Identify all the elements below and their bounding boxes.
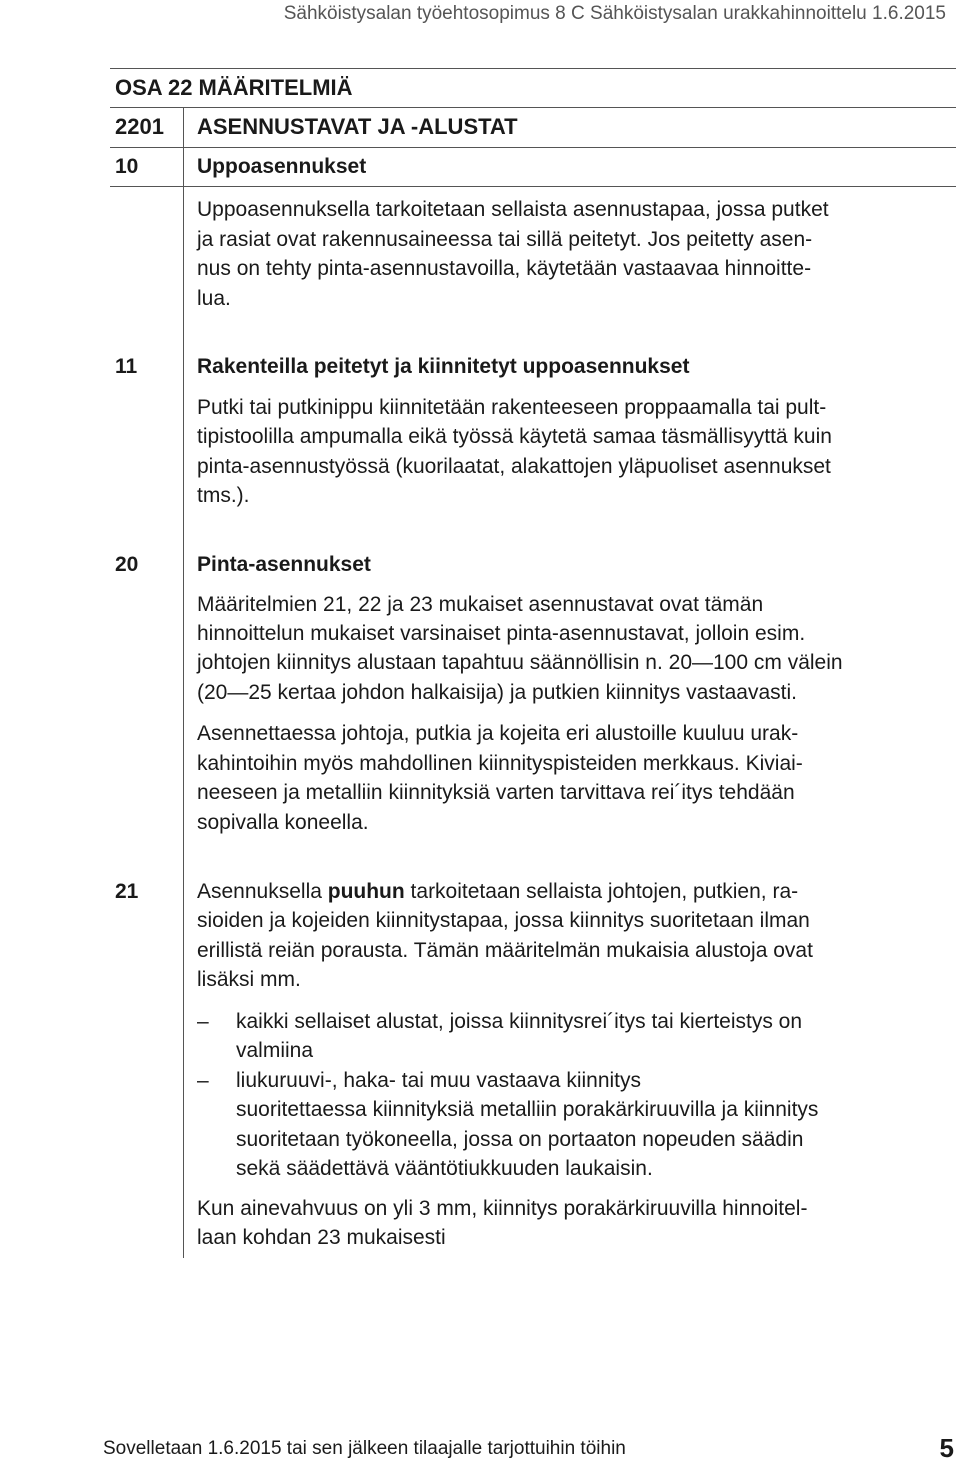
section-10-line-1: Uppoasennuksella tarkoitetaan sellaista asennustapaa, jossa putket (197, 198, 829, 221)
bullet-1-marker: – (197, 1010, 209, 1033)
part-bottom-rule (110, 107, 956, 108)
section-21-intro-emphasis: puuhun (327, 880, 405, 903)
section-21-line-4: lisäksi mm. (197, 968, 301, 991)
part-top-rule (110, 68, 956, 69)
bullet-1-line-1: kaikki sellaiset alustat, joissa kiinnitysrei´itys tai kierteistys on (236, 1010, 803, 1033)
bullet-2-line-1: liukuruuvi-, haka- tai muu vastaava kiinnitys (236, 1069, 642, 1092)
bullet-2-line-2: suoritettaessa kiinnityksiä metalliin porakärkiruuvilla ja kiinnitys (236, 1098, 819, 1121)
section-10-line-2: ja rasiat ovat rakennusaineessa tai sillä peitetyt. Jos peitetty asen- (197, 228, 813, 251)
section-11-number: 11 (115, 355, 138, 378)
section-10-line-4: lua. (197, 287, 231, 310)
section-20-p1-line-4: (20—25 kertaa johdon halkaisija) ja putkien kiinnitys vastaavasti. (197, 681, 797, 704)
section-21-number: 21 (115, 880, 139, 903)
section-11-line-1: Putki tai putkinippu kiinnitetään rakenteeseen proppaamalla tai pult- (197, 396, 827, 419)
section-10-rule (110, 186, 956, 187)
footer-note: Sovelletaan 1.6.2015 tai sen jälkeen tilaajalle tarjottuihin töihin (103, 1438, 626, 1459)
chapter-bottom-rule (110, 147, 956, 148)
section-21-intro-prefix: Asennuksella (197, 880, 328, 903)
section-21-intro-suffix: tarkoitetaan sellaista johtojen, putkien, ra- (404, 880, 799, 903)
section-11-line-2: tipistoolilla ampumalla eikä työssä käytetä samaa täsmällisyyttä kuin (197, 425, 832, 448)
section-21-closing-line-2: laan kohdan 23 mukaisesti (197, 1226, 446, 1249)
bullet-2-line-3: suoritetaan työkoneella, jossa on portaaton nopeuden säädin (236, 1128, 804, 1151)
running-header: Sähköistysalan työehtosopimus 8 C Sähköistysalan urakkahinnoittelu 1.6.2015 (283, 3, 946, 24)
section-21-line-2: sioiden ja kojeiden kiinnitystapaa, jossa kiinnitys suoritetaan ilman (197, 909, 810, 932)
section-10-number: 10 (115, 155, 139, 178)
section-20-p1-line-1: Määritelmien 21, 22 ja 23 mukaiset asennustavat ovat tämän (197, 593, 764, 616)
section-21-intro-line (197, 877, 798, 907)
chapter-number: 2201 (115, 114, 164, 139)
section-21-line-3: erillistä reiän porausta. Tämän määritelmän mukaisia alustoja ovat (197, 939, 813, 962)
column-divider-body (183, 186, 184, 1258)
section-21-closing-line-1: Kun ainevahvuus on yli 3 mm, kiinnitys porakärkiruuvilla hinnoitel- (197, 1197, 808, 1220)
page-number: 5 (939, 1433, 954, 1463)
section-20-p1-line-2: hinnoittelun mukaiset varsinaiset pinta-asennustavat, jolloin esim. (197, 622, 806, 645)
section-11-line-4: tms.). (197, 484, 250, 507)
part-title: OSA 22 MÄÄRITELMIÄ (115, 75, 353, 100)
bullet-2-marker: – (197, 1069, 209, 1092)
section-11-line-3: pinta-asennustyössä (kuorilaatat, alakattojen yläpuoliset asennukset (197, 455, 831, 478)
chapter-title: ASENNUSTAVAT JA -ALUSTAT (197, 114, 518, 139)
section-20-p2-line-4: sopivalla koneella. (197, 811, 369, 834)
section-20-p2-line-1: Asennettaessa johtoja, putkia ja kojeita eri alustoille kuuluu urak- (197, 722, 799, 745)
section-11-title: Rakenteilla peitetyt ja kiinnitetyt uppoasennukset (197, 355, 690, 378)
column-divider-top (183, 107, 184, 187)
section-20-p2-line-3: neeseen ja metalliin kiinnityksiä varten tarvittava rei´itys tehdään (197, 781, 795, 804)
section-20-p1-line-3: johtojen kiinnitys alustaan tapahtuu säännöllisin n. 20—100 cm välein (197, 651, 843, 674)
section-10-line-3: nus on tehty pinta-asennustavoilla, käytetään vastaavaa hinnoitte- (197, 257, 812, 280)
section-20-title: Pinta-asennukset (197, 553, 371, 576)
bullet-2-line-4: sekä säädettävä vääntötiukkuuden laukaisin. (236, 1157, 653, 1180)
section-20-number: 20 (115, 553, 139, 576)
section-20-p2-line-2: kahintoihin myös mahdollinen kiinnityspisteiden merkkaus. Kiviai- (197, 752, 803, 775)
section-10-title: Uppoasennukset (197, 155, 367, 178)
bullet-1-line-2: valmiina (236, 1039, 314, 1062)
